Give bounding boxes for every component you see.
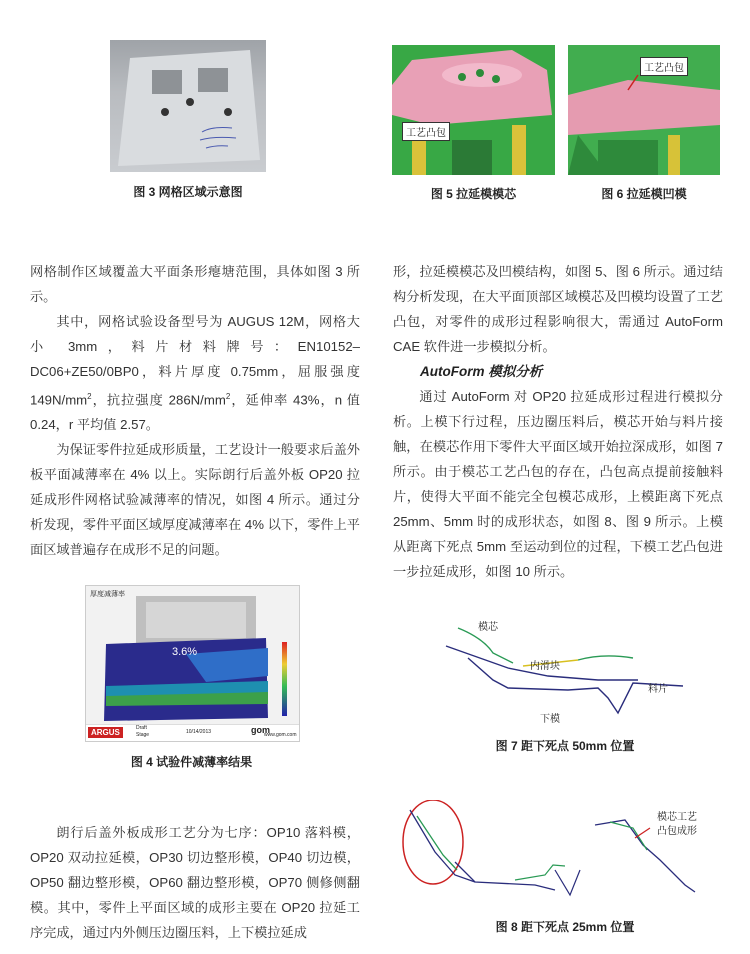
fig5-tag: 工艺凸包 xyxy=(402,122,450,141)
left-p2-b: ，抗拉强度 286N/mm xyxy=(91,392,226,408)
fig6-tag: 工艺凸包 xyxy=(640,57,688,76)
fig4-header: 厚度减薄率 xyxy=(90,591,125,598)
fig7-label-core: 模芯 xyxy=(478,622,498,633)
left-top-text xyxy=(30,259,360,562)
fig7-label-blank: 料片 xyxy=(648,684,668,695)
left-bottom-text: 朗行后盖外板成形工艺分为七序：OP10 落料模，OP20 双动拉延模，OP30 切边整形模，OP40 切边模，OP50 翻边整形模，OP60 翻边整形模，OP70 侧修侧翻模。其中，零件上平面区域的成形主要在 OP20 拉延工序完成，通过内外侧压边圈压料，上下模拉延成 xyxy=(30,825,360,940)
fig7-label-die: 下模 xyxy=(540,714,560,725)
left-p1: 网格制作区域覆盖大平面条形瘪塘范围，具体如图 3 所示。 xyxy=(30,264,360,304)
fig5-core-drawing xyxy=(392,45,555,175)
fig6-image xyxy=(568,45,720,175)
fig3-panel-drawing xyxy=(110,40,266,172)
fig7-caption: 图 7 距下死点 50mm 位置 xyxy=(495,739,635,753)
fig3-image xyxy=(110,40,266,172)
section-heading: AutoForm 模拟分析 xyxy=(420,364,543,379)
fig7-diagram xyxy=(438,608,688,728)
fig8-annotation-1: 模芯工艺 xyxy=(657,812,697,823)
left-p2 xyxy=(30,309,360,437)
argus-logo: ARGUS xyxy=(88,727,123,738)
fig4-value: 3.6% xyxy=(172,646,198,658)
fig7-label-slider: 内滑块 xyxy=(530,661,560,672)
fig5-image xyxy=(392,45,555,175)
left-p2-a: 其中，网格试验设备型号为 AUGUS 12M，网格大小 3mm，料片材料牌号：EN10152–DC06+ZE50/0BP0，料片厚度 0.75mm，屈服强度 149N/mm xyxy=(30,314,360,408)
fig4-thinning-map xyxy=(86,596,299,721)
fig6-caption: 图 6 拉延模凹模 xyxy=(601,187,687,201)
fig4-footer-date: 10/14/2013 xyxy=(186,729,212,735)
fig3-caption: 图 3 网格区域示意图 xyxy=(133,185,243,199)
left-p3: 为保证零件拉延成形质量，工艺设计一般要求后盖外板平面减薄率在 4% 以上。实际朗行后盖外板 OP20 拉延成形件网格试验减薄率的情况，如图 4 所示。通过分析发现，零件平面区域厚度减薄率在 4% 以下，零件上平面区域普遍存在成形不足的问题。 xyxy=(30,442,360,558)
right-p2: 通过 AutoForm 对 OP20 拉延成形过程进行模拟分析。上模下行过程，压边圈压料后，模芯开始与料片接触，在模芯作用下零件大平面区域开始拉深成形，如图 7 所示。由于模芯工艺凸包的存在，凸包高点提前接触料片，使得大平面不能完全包模芯成形，上模距离下死点 25mm、5mm 时的成形状态，如图 8、图 9 所示。上模从距离下死点 5mm 至运动到位的过程，下模工艺凸包进一步拉延成形，如图 10 所示。 xyxy=(393,389,723,579)
fig4-footer-url: www.gom.com xyxy=(264,732,297,738)
fig8-caption: 图 8 距下死点 25mm 位置 xyxy=(495,920,635,934)
right-top-text xyxy=(393,259,723,584)
right-p1: 形，拉延模模芯及凹模结构，如图 5、图 6 所示。通过结构分析发现，在大平面顶部区域模芯及凹模均设置了工艺凸包，对零件的成形过程影响很大，需通过 AutoForm CAE 软件进一步模拟分析。 xyxy=(393,264,723,354)
fig4-footer xyxy=(86,724,299,742)
fig4-footer-draft: Draft xyxy=(136,725,147,731)
fig8-annotation-2: 凸包成形 xyxy=(657,826,697,837)
fig5-caption: 图 5 拉延模模芯 xyxy=(430,187,517,201)
fig4-caption: 图 4 试验件减薄率结果 xyxy=(130,755,253,769)
sup-1: 2 xyxy=(87,392,92,401)
gom-logo: gom xyxy=(251,725,270,735)
fig4-image xyxy=(85,585,300,742)
left-p2-c: ，延伸率 43%，n 值 0.24，r 平均值 2.57。 xyxy=(30,392,360,433)
fig4-footer-stage: Stage xyxy=(136,732,150,738)
sup-2: 2 xyxy=(225,392,231,401)
